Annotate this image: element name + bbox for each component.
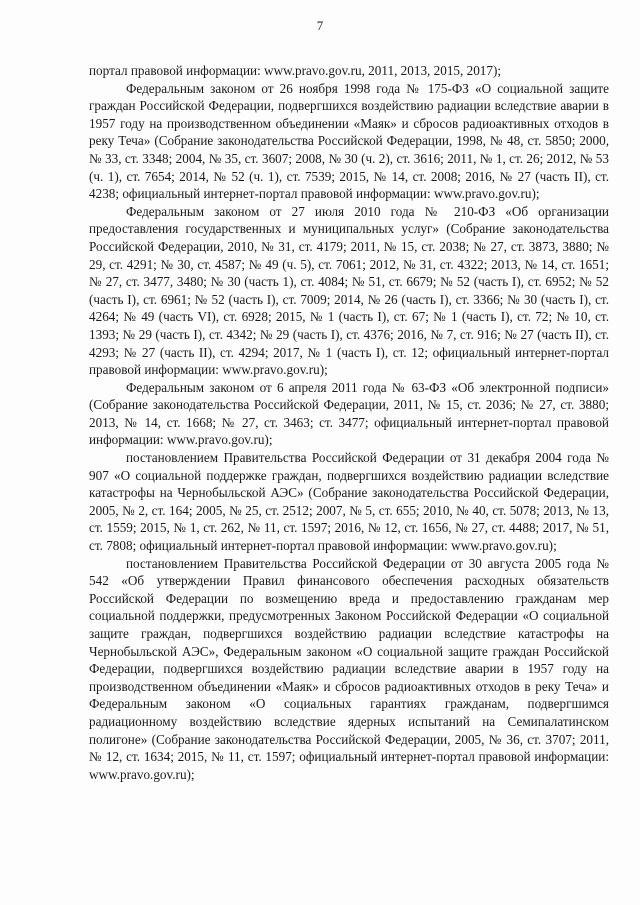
paragraph-law-210: Федеральным законом от 27 июля 2010 года № 210-ФЗ «Об организации предоставления государственных и муниципальных услуг» (Собрание законодательства Российской Федерации, 2010, № 31, ст. 4179; 2011, № 15, ст. 2038; № 27, ст. 3873, 3880; № 29, ст. 4291; № 30, ст. 4587; № 49 (ч. 5), ст. 7061; 2012, № 31, ст. 4322; 2013, № 14, ст. 1651; № 27, ст. 3477, 3480; № 30 (часть 1), ст. 4084; № 51, ст. 6679; № 52 (часть I), ст. 6952; № 52 (часть I), ст. 6961; № 52 (часть I), ст. 7009; 2014, № 26 (часть I), ст. 3366; № 30 (часть I), ст. 4264; № 49 (часть VI), ст. 6928; 2015, № 1 (часть I), ст. 67; № 1 (часть I), ст. 72; № 10, ст. 1393; № 29 (часть I), ст. 4342; № 29 (часть I), ст. 4376; 2016, № 7, ст. 916; № 27 (часть II), ст. 4293; № 27 (часть II), ст. 4294; 2017, № 1 (часть I), ст. 12; официальный интернет-портал правовой информации: www.pravo.gov.ru); bbox=[89, 203, 609, 378]
paragraph-law-63: Федеральным законом от 6 апреля 2011 года № 63-ФЗ «Об электронной подписи» (Собрание законодательства Российской Федерации, 2011, № 15, ст. 2036; № 27, ст. 3880; 2013, № 14, ст. 1668; № 27, ст. 3463; ст. 3477; официальный интернет-портал правовой информации: www.pravo.gov.ru); bbox=[89, 379, 609, 448]
document-body bbox=[89, 62, 609, 783]
paragraph-law-175: Федеральным законом от 26 ноября 1998 года № 175-ФЗ «О социальной защите граждан Российской Федерации, подвергшихся воздействию радиации вследствие аварии в 1957 году на производственном объединении «Маяк» и сбросов радиоактивных отходов в реку Теча» (Собрание законодательства Российской Федерации, 1998, № 48, ст. 5850; 2000, № 33, ст. 3348; 2004, № 35, ст. 3607; 2008, № 30 (ч. 2), ст. 3616; 2011, № 1, ст. 26; 2012, № 53 (ч. 1), ст. 7654; 2014, № 52 (ч. 1), ст. 7539; 2015, № 14, ст. 2008; 2016, № 27 (часть II), ст. 4238; официальный интернет-портал правовой информации: www.pravo.gov.ru); bbox=[89, 80, 609, 202]
paragraph-decree-542: постановлением Правительства Российской Федерации от 30 августа 2005 года № 542 «Об утверждении Правил финансового обеспечения расходных обязательств Российской Федерации по возмещению вреда и предоставлению гражданам мер социальной поддержки, предусмотренных Законом Российской Федерации «О социальной защите граждан, подвергшихся воздействию радиации вследствие катастрофы на Чернобыльской АЭС», Федеральным законом «О социальной защите граждан Российской Федерации, подвергшихся воздействию радиации вследствие аварии в 1957 году на производственном объединении «Маяк» и сбросов радиоактивных отходов в реку Теча» и Федеральным законом «О социальных гарантиях гражданам, подвергшимся радиационному воздействию вследствие ядерных испытаний на Семипалатинском полигоне» (Собрание законодательства Российской Федерации, 2005, № 36, ст. 3707; 2011, № 12, ст. 1634; 2015, № 11, ст. 1597; официальный интернет-портал правовой информации: www.pravo.gov.ru); bbox=[89, 555, 609, 782]
paragraph-decree-907: постановлением Правительства Российской Федерации от 31 декабря 2004 года № 907 «О социальной поддержке граждан, подвергшихся воздействию радиации вследствие катастрофы на Чернобыльской АЭС» (Собрание законодательства Российской Федерации, 2005, № 2, ст. 164; 2005, № 25, ст. 2512; 2007, № 5, ст. 655; 2010, № 40, ст. 5078; 2013, № 13, ст. 1559; 2015, № 1, ст. 262, № 11, ст. 1597; 2016, № 12, ст. 1656, № 27, ст. 4488; 2017, № 51, ст. 7808; официальный интернет-портал правовой информации: www.pravo.gov.ru); bbox=[89, 450, 609, 554]
paragraph-continuation: портал правовой информации: www.pravo.gov.ru, 2011, 2013, 2015, 2017); bbox=[89, 63, 502, 78]
page-number: 7 bbox=[316, 18, 324, 33]
